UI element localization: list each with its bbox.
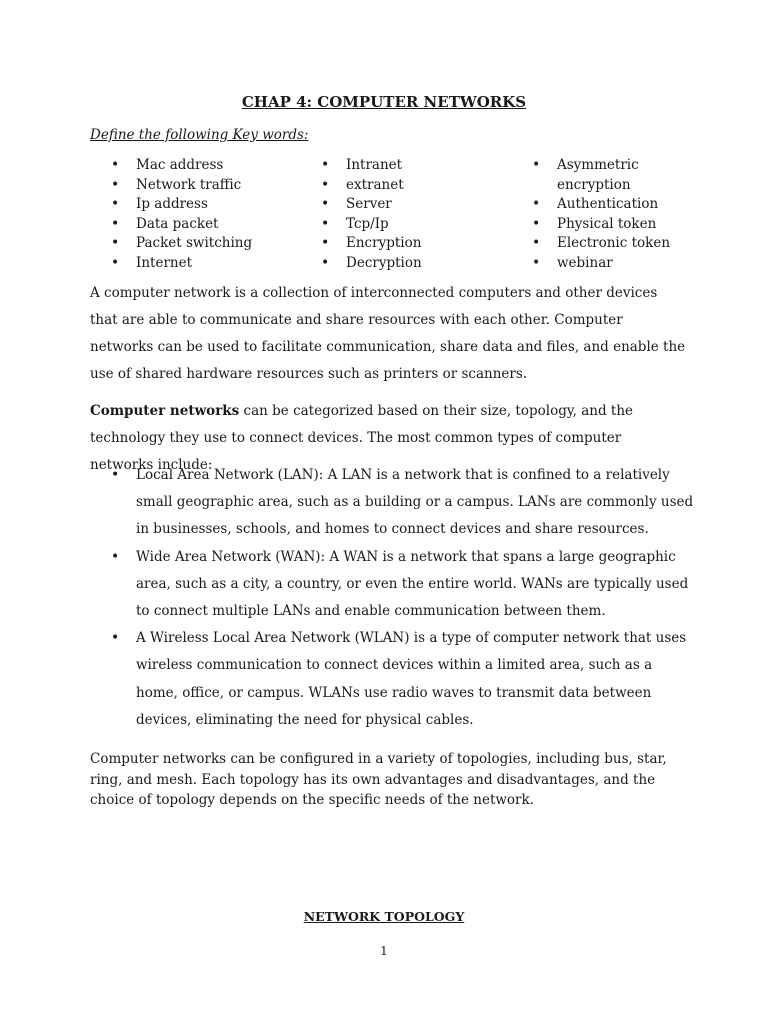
intro-paragraph: A computer network is a collection of interconnected computers and other devices that are able to communicate and share resources with each other. Computer networks can be used to facilitate communication, share data and files, and enable the use of shared hardware resources such as printers or scanners. [90, 285, 686, 382]
keywords-instruction: Define the following Key words: [90, 127, 309, 143]
network-type-wlan: • A Wireless Local Area Network (WLAN) is a type of computer network that uses wireless communication to connect devices within a limited area, such as a home, office, or campus. WLANs use radio waves to transmit data between devices, eliminating the need for physical cables. [111, 625, 696, 734]
keyword-item: • Network traffic [111, 176, 301, 196]
keyword-item: • Tcp/Ip [321, 215, 511, 235]
keyword-item: • Server [321, 195, 511, 215]
network-type-lan: • Local Area Network (LAN): A LAN is a network that is confined to a relatively small geographic area, such as a building or a campus. LANs are commonly used in businesses, schools, and homes to connect devices and share resources. [111, 462, 696, 544]
page-title: CHAP 4: COMPUTER NETWORKS [241, 93, 527, 111]
keyword-item: • Data packet [111, 215, 301, 235]
keyword-item: • Intranet [321, 156, 511, 176]
keyword-item: • webinar [532, 254, 657, 274]
keyword-item: • Mac address [111, 156, 301, 176]
network-type-wan: • Wide Area Network (WAN): A WAN is a network that spans a large geographic area, such as a city, a country, or even the entire world. WANs are typically used to connect multiple LANs and enable communication between them. [111, 544, 696, 626]
keyword-item: • Asymmetric encryption [532, 156, 657, 195]
keyword-item: • extranet [321, 176, 511, 196]
keywords-column-3 [532, 156, 671, 274]
keyword-item: • Ip address [111, 195, 301, 215]
keywords-column-2 [321, 156, 511, 274]
keyword-item: • Electronic token [532, 234, 657, 254]
network-types-list [111, 462, 696, 734]
categorization-text: can be categorized based on their size, topology, and the technology they use to connect devices. The most common types of computer networks include: [90, 403, 634, 473]
keyword-item: • Packet switching [111, 234, 301, 254]
keyword-item: • Decryption [321, 254, 511, 274]
bold-term: Computer networks [90, 403, 240, 419]
keyword-item: • Authentication [532, 195, 657, 215]
keywords-column-1 [111, 156, 301, 274]
keyword-item: • Physical token [532, 215, 657, 235]
page-number: 1 [380, 944, 388, 958]
keyword-item: • Internet [111, 254, 301, 274]
topology-paragraph: Computer networks can be configured in a variety of topologies, including bus, star, ring, and mesh. Each topology has its own advantages and disadvantages, and the choice of topology depends on the specific needs of the network. [90, 751, 667, 808]
section-heading: NETWORK TOPOLOGY [303, 909, 465, 924]
keyword-item: • Encryption [321, 234, 511, 254]
